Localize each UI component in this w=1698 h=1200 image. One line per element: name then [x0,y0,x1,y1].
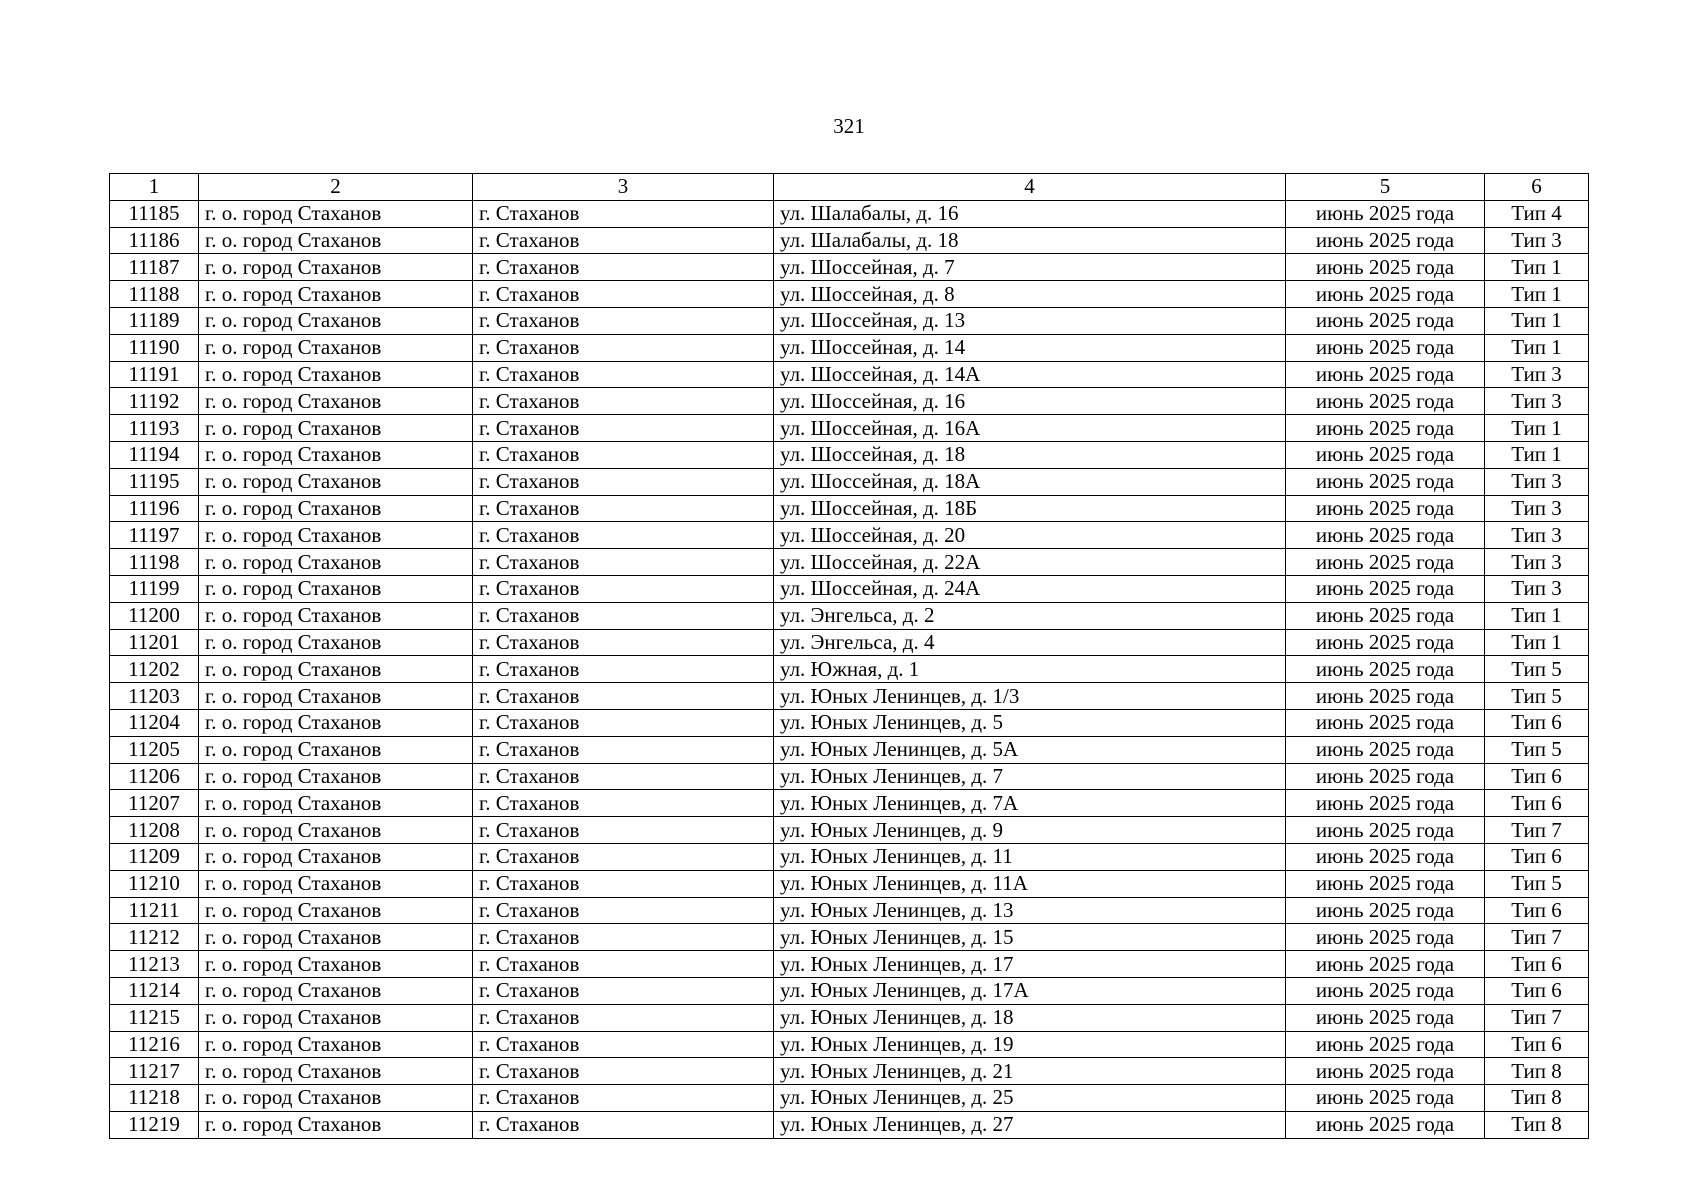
municipality-cell: г. о. город Стаханов [199,763,473,790]
settlement-cell: г. Стаханов [473,683,774,710]
period-cell: июнь 2025 года [1286,1058,1485,1085]
settlement-cell: г. Стаханов [473,254,774,281]
row-number-cell: 11193 [110,415,199,442]
period-cell: июнь 2025 года [1286,1031,1485,1058]
table-row [110,924,1589,951]
type-cell: Тип 1 [1485,602,1589,629]
header-row [110,174,1589,201]
row-number-cell: 11208 [110,817,199,844]
address-cell: ул. Юных Ленинцев, д. 17А [774,977,1286,1004]
address-cell: ул. Юных Ленинцев, д. 17 [774,951,1286,978]
row-number-cell: 11213 [110,951,199,978]
type-cell: Тип 3 [1485,227,1589,254]
period-cell: июнь 2025 года [1286,361,1485,388]
settlement-cell: г. Стаханов [473,1031,774,1058]
address-cell: ул. Шоссейная, д. 16А [774,415,1286,442]
address-cell: ул. Юных Ленинцев, д. 25 [774,1085,1286,1112]
table-row [110,656,1589,683]
period-cell: июнь 2025 года [1286,602,1485,629]
row-number-cell: 11197 [110,522,199,549]
type-cell: Тип 6 [1485,951,1589,978]
row-number-cell: 11214 [110,977,199,1004]
address-cell: ул. Юных Ленинцев, д. 11 [774,843,1286,870]
address-cell: ул. Шоссейная, д. 14А [774,361,1286,388]
row-number-cell: 11205 [110,736,199,763]
table-row [110,817,1589,844]
row-number-cell: 11187 [110,254,199,281]
type-cell: Тип 3 [1485,549,1589,576]
address-cell: ул. Шоссейная, д. 16 [774,388,1286,415]
row-number-cell: 11218 [110,1085,199,1112]
type-cell: Тип 5 [1485,870,1589,897]
settlement-cell: г. Стаханов [473,1111,774,1138]
table-row [110,951,1589,978]
municipality-cell: г. о. город Стаханов [199,977,473,1004]
table-row [110,549,1589,576]
row-number-cell: 11190 [110,334,199,361]
address-cell: ул. Шоссейная, д. 20 [774,522,1286,549]
column-header-2: 2 [199,174,473,201]
row-number-cell: 11204 [110,709,199,736]
type-cell: Тип 3 [1485,495,1589,522]
table-row [110,307,1589,334]
address-cell: ул. Южная, д. 1 [774,656,1286,683]
settlement-cell: г. Стаханов [473,870,774,897]
period-cell: июнь 2025 года [1286,790,1485,817]
type-cell: Тип 3 [1485,468,1589,495]
period-cell: июнь 2025 года [1286,334,1485,361]
municipality-cell: г. о. город Стаханов [199,817,473,844]
table-row [110,522,1589,549]
type-cell: Тип 1 [1485,307,1589,334]
table-row [110,468,1589,495]
municipality-cell: г. о. город Стаханов [199,307,473,334]
period-cell: июнь 2025 года [1286,924,1485,951]
municipality-cell: г. о. город Стаханов [199,790,473,817]
registry-table [109,173,1589,1139]
settlement-cell: г. Стаханов [473,656,774,683]
municipality-cell: г. о. город Стаханов [199,441,473,468]
type-cell: Тип 8 [1485,1111,1589,1138]
address-cell: ул. Энгельса, д. 4 [774,629,1286,656]
row-number-cell: 11194 [110,441,199,468]
type-cell: Тип 6 [1485,709,1589,736]
municipality-cell: г. о. город Стаханов [199,200,473,227]
municipality-cell: г. о. город Стаханов [199,334,473,361]
table-row [110,763,1589,790]
period-cell: июнь 2025 года [1286,736,1485,763]
municipality-cell: г. о. город Стаханов [199,951,473,978]
settlement-cell: г. Стаханов [473,361,774,388]
period-cell: июнь 2025 года [1286,200,1485,227]
address-cell: ул. Шоссейная, д. 24А [774,575,1286,602]
period-cell: июнь 2025 года [1286,575,1485,602]
municipality-cell: г. о. город Стаханов [199,468,473,495]
period-cell: июнь 2025 года [1286,629,1485,656]
settlement-cell: г. Стаханов [473,709,774,736]
row-number-cell: 11216 [110,1031,199,1058]
settlement-cell: г. Стаханов [473,334,774,361]
settlement-cell: г. Стаханов [473,549,774,576]
row-number-cell: 11199 [110,575,199,602]
period-cell: июнь 2025 года [1286,227,1485,254]
settlement-cell: г. Стаханов [473,977,774,1004]
address-cell: ул. Юных Ленинцев, д. 19 [774,1031,1286,1058]
row-number-cell: 11215 [110,1004,199,1031]
row-number-cell: 11195 [110,468,199,495]
row-number-cell: 11198 [110,549,199,576]
row-number-cell: 11207 [110,790,199,817]
type-cell: Тип 6 [1485,843,1589,870]
type-cell: Тип 7 [1485,1004,1589,1031]
municipality-cell: г. о. город Стаханов [199,1004,473,1031]
row-number-cell: 11202 [110,656,199,683]
type-cell: Тип 6 [1485,977,1589,1004]
table-row [110,683,1589,710]
table-row [110,709,1589,736]
address-cell: ул. Шоссейная, д. 8 [774,281,1286,308]
municipality-cell: г. о. город Стаханов [199,495,473,522]
address-cell: ул. Шалабалы, д. 18 [774,227,1286,254]
settlement-cell: г. Стаханов [473,1004,774,1031]
settlement-cell: г. Стаханов [473,441,774,468]
row-number-cell: 11200 [110,602,199,629]
address-cell: ул. Юных Ленинцев, д. 18 [774,1004,1286,1031]
settlement-cell: г. Стаханов [473,200,774,227]
table-row [110,1031,1589,1058]
municipality-cell: г. о. город Стаханов [199,683,473,710]
table-body [110,200,1589,1138]
period-cell: июнь 2025 года [1286,951,1485,978]
table-row [110,1085,1589,1112]
municipality-cell: г. о. город Стаханов [199,1111,473,1138]
municipality-cell: г. о. город Стаханов [199,736,473,763]
type-cell: Тип 1 [1485,629,1589,656]
municipality-cell: г. о. город Стаханов [199,602,473,629]
type-cell: Тип 6 [1485,1031,1589,1058]
settlement-cell: г. Стаханов [473,388,774,415]
settlement-cell: г. Стаханов [473,843,774,870]
address-cell: ул. Шоссейная, д. 18 [774,441,1286,468]
address-cell: ул. Шалабалы, д. 16 [774,200,1286,227]
municipality-cell: г. о. город Стаханов [199,870,473,897]
period-cell: июнь 2025 года [1286,522,1485,549]
address-cell: ул. Юных Ленинцев, д. 5А [774,736,1286,763]
period-cell: июнь 2025 года [1286,870,1485,897]
address-cell: ул. Юных Ленинцев, д. 27 [774,1111,1286,1138]
table-row [110,415,1589,442]
table-row [110,736,1589,763]
row-number-cell: 11219 [110,1111,199,1138]
row-number-cell: 11203 [110,683,199,710]
municipality-cell: г. о. город Стаханов [199,361,473,388]
row-number-cell: 11201 [110,629,199,656]
municipality-cell: г. о. город Стаханов [199,656,473,683]
settlement-cell: г. Стаханов [473,629,774,656]
address-cell: ул. Юных Ленинцев, д. 1/3 [774,683,1286,710]
row-number-cell: 11211 [110,897,199,924]
settlement-cell: г. Стаханов [473,1085,774,1112]
municipality-cell: г. о. город Стаханов [199,549,473,576]
column-header-4: 4 [774,174,1286,201]
table-row [110,495,1589,522]
period-cell: июнь 2025 года [1286,281,1485,308]
settlement-cell: г. Стаханов [473,227,774,254]
period-cell: июнь 2025 года [1286,1004,1485,1031]
settlement-cell: г. Стаханов [473,897,774,924]
municipality-cell: г. о. город Стаханов [199,1058,473,1085]
municipality-cell: г. о. город Стаханов [199,388,473,415]
type-cell: Тип 3 [1485,361,1589,388]
period-cell: июнь 2025 года [1286,763,1485,790]
period-cell: июнь 2025 года [1286,549,1485,576]
row-number-cell: 11186 [110,227,199,254]
type-cell: Тип 6 [1485,790,1589,817]
municipality-cell: г. о. город Стаханов [199,227,473,254]
municipality-cell: г. о. город Стаханов [199,1031,473,1058]
settlement-cell: г. Стаханов [473,522,774,549]
address-cell: ул. Шоссейная, д. 14 [774,334,1286,361]
period-cell: июнь 2025 года [1286,977,1485,1004]
address-cell: ул. Юных Ленинцев, д. 9 [774,817,1286,844]
column-header-3: 3 [473,174,774,201]
table-row [110,977,1589,1004]
type-cell: Тип 3 [1485,388,1589,415]
type-cell: Тип 1 [1485,415,1589,442]
table-row [110,254,1589,281]
settlement-cell: г. Стаханов [473,790,774,817]
table-row [110,1058,1589,1085]
type-cell: Тип 7 [1485,817,1589,844]
row-number-cell: 11189 [110,307,199,334]
type-cell: Тип 1 [1485,254,1589,281]
row-number-cell: 11212 [110,924,199,951]
type-cell: Тип 1 [1485,334,1589,361]
settlement-cell: г. Стаханов [473,924,774,951]
period-cell: июнь 2025 года [1286,254,1485,281]
municipality-cell: г. о. город Стаханов [199,415,473,442]
table-row [110,1111,1589,1138]
settlement-cell: г. Стаханов [473,495,774,522]
table-row [110,602,1589,629]
page-number: 321 [833,114,865,138]
type-cell: Тип 3 [1485,522,1589,549]
address-cell: ул. Юных Ленинцев, д. 13 [774,897,1286,924]
settlement-cell: г. Стаханов [473,307,774,334]
settlement-cell: г. Стаханов [473,1058,774,1085]
row-number-cell: 11191 [110,361,199,388]
type-cell: Тип 8 [1485,1085,1589,1112]
type-cell: Тип 7 [1485,924,1589,951]
row-number-cell: 11217 [110,1058,199,1085]
table-row [110,629,1589,656]
address-cell: ул. Шоссейная, д. 18А [774,468,1286,495]
address-cell: ул. Юных Ленинцев, д. 15 [774,924,1286,951]
address-cell: ул. Шоссейная, д. 13 [774,307,1286,334]
table-row [110,334,1589,361]
table-row [110,200,1589,227]
column-header-5: 5 [1286,174,1485,201]
table-row [110,790,1589,817]
municipality-cell: г. о. город Стаханов [199,924,473,951]
address-cell: ул. Юных Ленинцев, д. 5 [774,709,1286,736]
type-cell: Тип 3 [1485,575,1589,602]
type-cell: Тип 8 [1485,1058,1589,1085]
municipality-cell: г. о. город Стаханов [199,629,473,656]
table-row [110,361,1589,388]
period-cell: июнь 2025 года [1286,897,1485,924]
row-number-cell: 11188 [110,281,199,308]
municipality-cell: г. о. город Стаханов [199,897,473,924]
municipality-cell: г. о. город Стаханов [199,522,473,549]
type-cell: Тип 1 [1485,281,1589,308]
settlement-cell: г. Стаханов [473,763,774,790]
row-number-cell: 11185 [110,200,199,227]
period-cell: июнь 2025 года [1286,307,1485,334]
table-row [110,227,1589,254]
address-cell: ул. Юных Ленинцев, д. 21 [774,1058,1286,1085]
settlement-cell: г. Стаханов [473,575,774,602]
settlement-cell: г. Стаханов [473,817,774,844]
table-row [110,843,1589,870]
type-cell: Тип 1 [1485,441,1589,468]
period-cell: июнь 2025 года [1286,1111,1485,1138]
period-cell: июнь 2025 года [1286,415,1485,442]
settlement-cell: г. Стаханов [473,602,774,629]
column-header-1: 1 [110,174,199,201]
period-cell: июнь 2025 года [1286,495,1485,522]
municipality-cell: г. о. город Стаханов [199,1085,473,1112]
table-row [110,870,1589,897]
period-cell: июнь 2025 года [1286,1085,1485,1112]
municipality-cell: г. о. город Стаханов [199,709,473,736]
table-row [110,575,1589,602]
settlement-cell: г. Стаханов [473,281,774,308]
period-cell: июнь 2025 года [1286,468,1485,495]
address-cell: ул. Юных Ленинцев, д. 11А [774,870,1286,897]
period-cell: июнь 2025 года [1286,817,1485,844]
address-cell: ул. Шоссейная, д. 7 [774,254,1286,281]
municipality-cell: г. о. город Стаханов [199,843,473,870]
table-header [110,174,1589,201]
row-number-cell: 11196 [110,495,199,522]
type-cell: Тип 5 [1485,736,1589,763]
type-cell: Тип 5 [1485,683,1589,710]
period-cell: июнь 2025 года [1286,843,1485,870]
type-cell: Тип 6 [1485,763,1589,790]
settlement-cell: г. Стаханов [473,415,774,442]
column-header-6: 6 [1485,174,1589,201]
type-cell: Тип 6 [1485,897,1589,924]
municipality-cell: г. о. город Стаханов [199,281,473,308]
type-cell: Тип 4 [1485,200,1589,227]
address-cell: ул. Шоссейная, д. 22А [774,549,1286,576]
table-row [110,1004,1589,1031]
period-cell: июнь 2025 года [1286,656,1485,683]
period-cell: июнь 2025 года [1286,388,1485,415]
period-cell: июнь 2025 года [1286,441,1485,468]
row-number-cell: 11206 [110,763,199,790]
address-cell: ул. Шоссейная, д. 18Б [774,495,1286,522]
type-cell: Тип 5 [1485,656,1589,683]
row-number-cell: 11209 [110,843,199,870]
table-row [110,388,1589,415]
period-cell: июнь 2025 года [1286,709,1485,736]
settlement-cell: г. Стаханов [473,468,774,495]
settlement-cell: г. Стаханов [473,736,774,763]
period-cell: июнь 2025 года [1286,683,1485,710]
table-row [110,897,1589,924]
table-row [110,441,1589,468]
address-cell: ул. Энгельса, д. 2 [774,602,1286,629]
municipality-cell: г. о. город Стаханов [199,575,473,602]
address-cell: ул. Юных Ленинцев, д. 7А [774,790,1286,817]
municipality-cell: г. о. город Стаханов [199,254,473,281]
address-cell: ул. Юных Ленинцев, д. 7 [774,763,1286,790]
settlement-cell: г. Стаханов [473,951,774,978]
row-number-cell: 11210 [110,870,199,897]
table-row [110,281,1589,308]
row-number-cell: 11192 [110,388,199,415]
